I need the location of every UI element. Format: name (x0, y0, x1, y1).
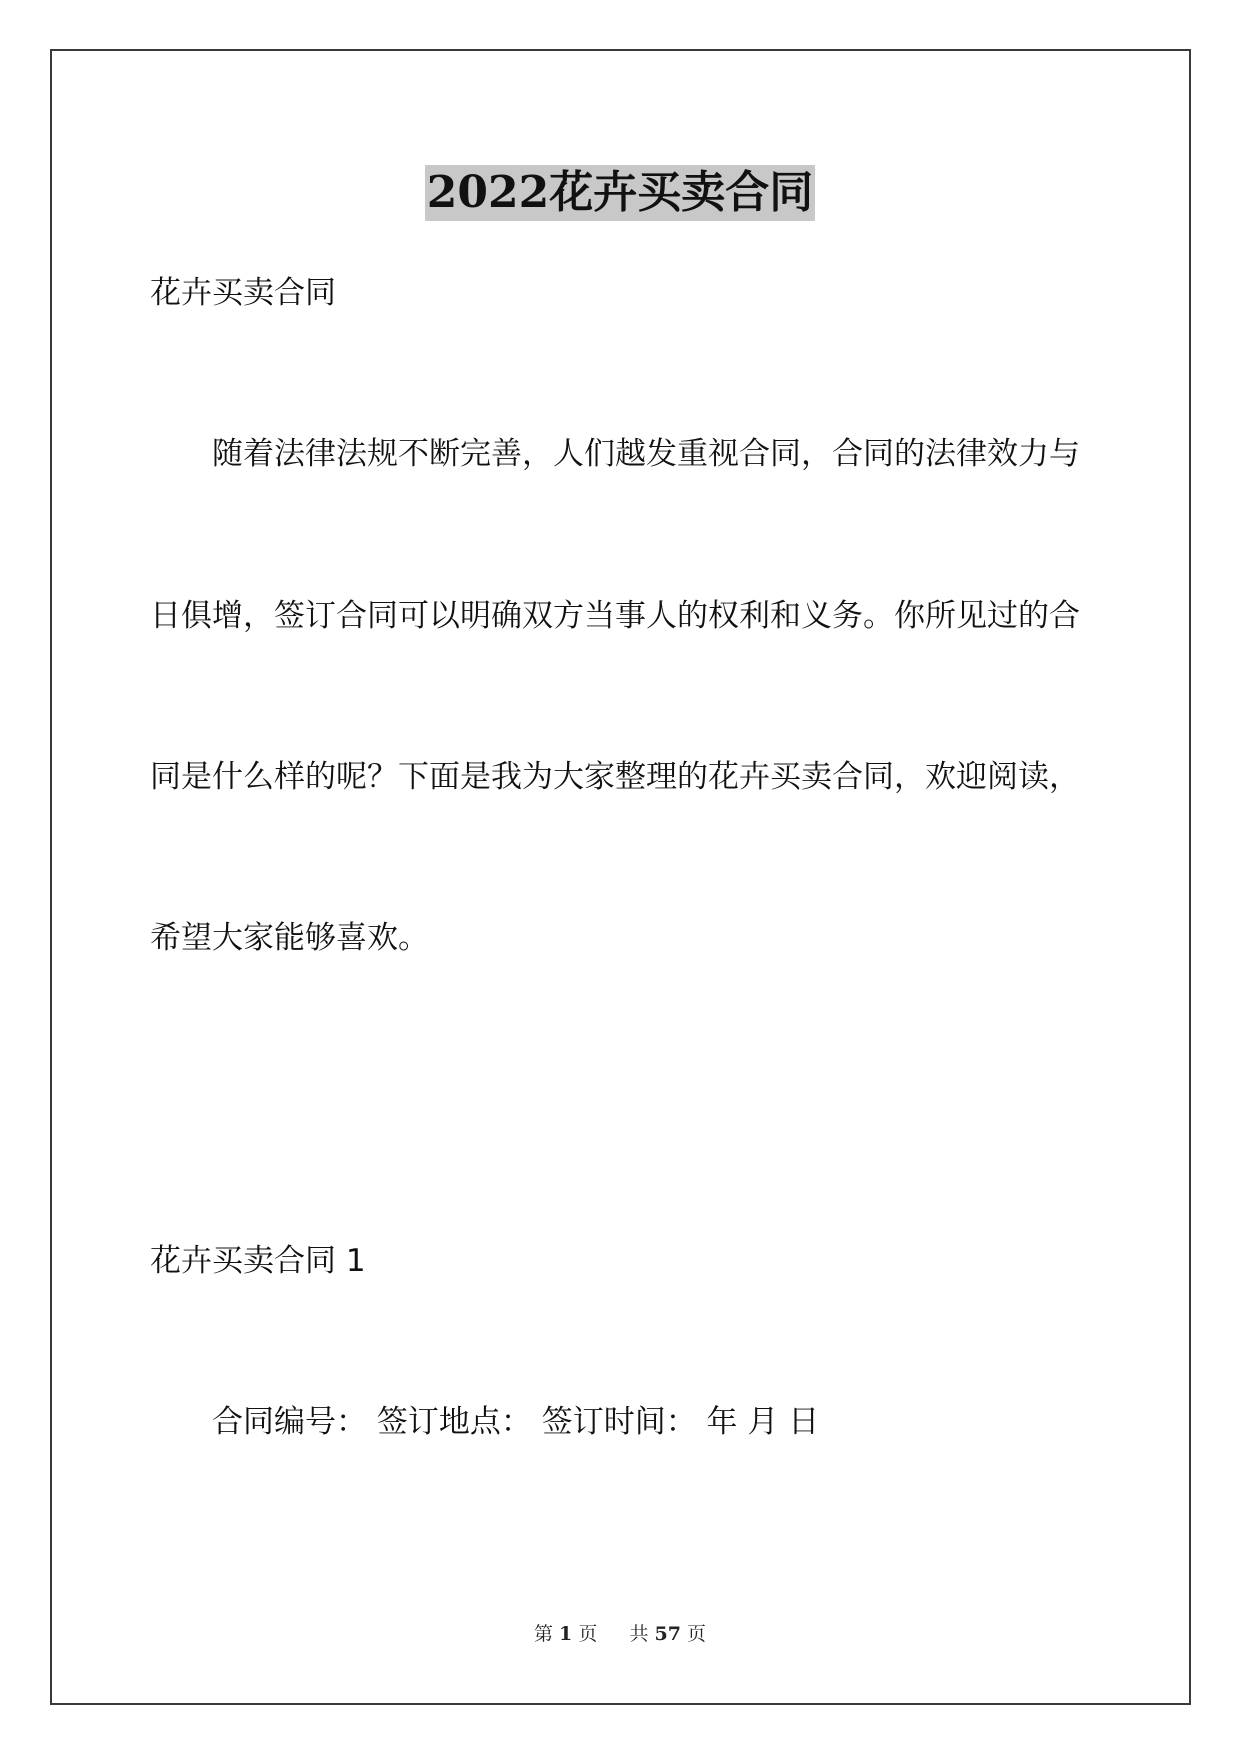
page-footer (0, 1622, 1240, 1646)
intro-line-2: 日俱增，签订合同可以明确双方当事人的权利和义务。你所见过的合 (150, 598, 1080, 634)
footer-page-prefix: 第 (533, 1623, 553, 1645)
document-subtitle: 花卉买卖合同 (150, 275, 336, 311)
contract-info-line: 合同编号： 签订地点： 签订时间： 年 月 日 (212, 1404, 820, 1440)
footer-total-prefix: 共 (629, 1623, 649, 1645)
document-title-text: 2022花卉买卖合同 (425, 165, 815, 221)
footer-total-suffix: 页 (687, 1623, 707, 1645)
footer-page-suffix: 页 (578, 1623, 598, 1645)
document-title (0, 165, 1240, 221)
intro-line-1: 随着法律法规不断完善，人们越发重视合同，合同的法律效力与 (212, 436, 1080, 472)
footer-total-pages: 57 (654, 1623, 681, 1645)
intro-line-4: 希望大家能够喜欢。 (150, 920, 429, 956)
intro-line-3: 同是什么样的呢？下面是我为大家整理的花卉买卖合同，欢迎阅读， (150, 759, 1080, 795)
footer-page-number: 1 (559, 1623, 573, 1645)
section-heading: 花卉买卖合同 1 (150, 1243, 366, 1279)
